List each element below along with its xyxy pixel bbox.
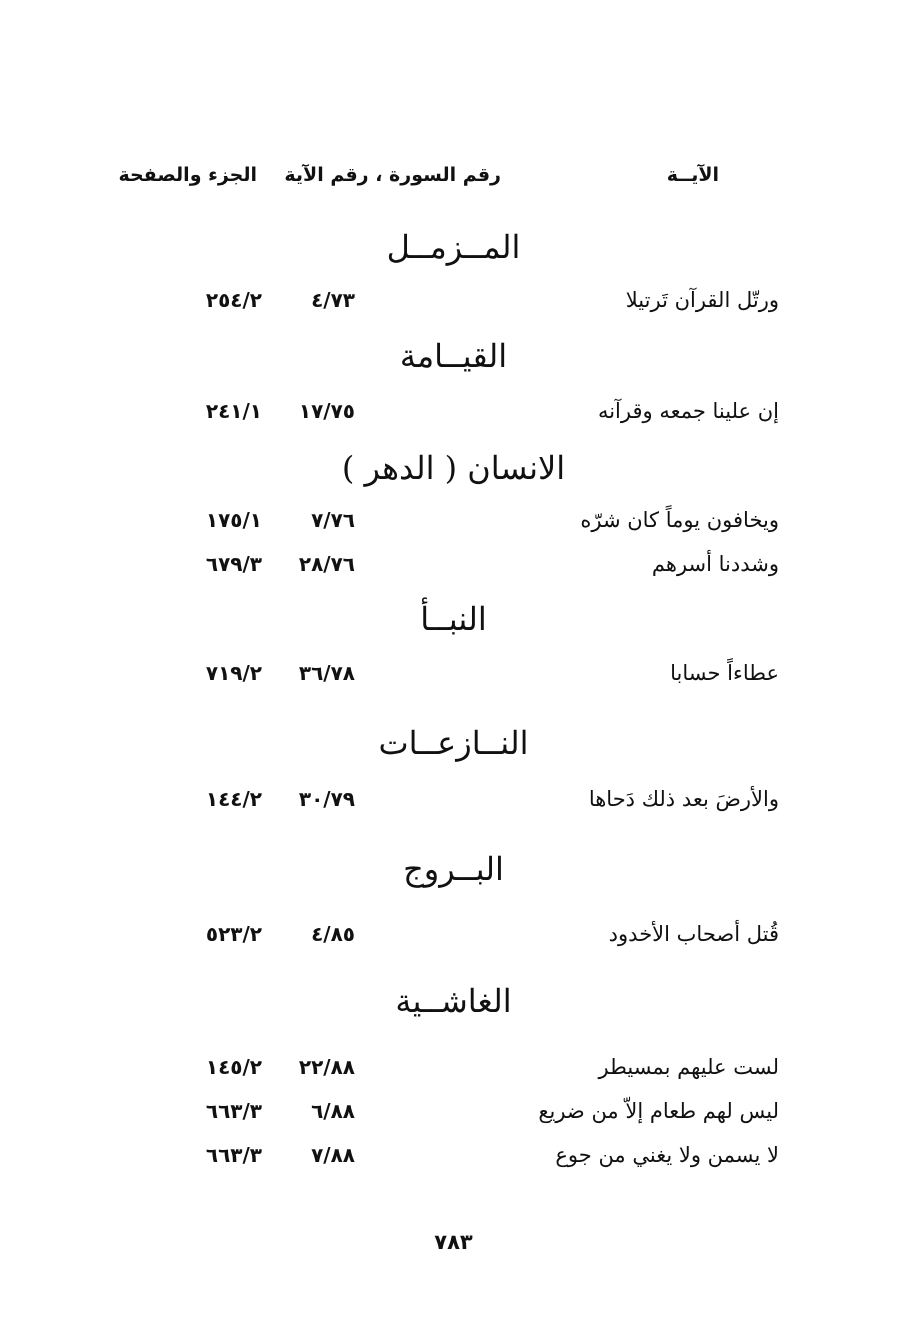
surah-ayah-ref: ٣٠/٧٩: [298, 787, 355, 811]
juz-page-ref: ٢٤١/١: [205, 399, 262, 423]
section-title-qiyamah: القيــامة: [399, 337, 508, 375]
page-number: ٧٨٣: [434, 1230, 473, 1254]
surah-ayah-ref: ٢٨/٧٦: [298, 552, 355, 576]
index-entry: [0, 1055, 907, 1091]
index-entry: [0, 552, 907, 588]
ayah-text: لست عليهم بمسيطر: [598, 1055, 779, 1079]
index-entry: [0, 922, 907, 958]
surah-ayah-ref: ٧/٧٦: [311, 508, 355, 532]
ayah-text: عطاءاً حسابا: [670, 661, 779, 685]
juz-page-ref: ٥٢٣/٢: [205, 922, 262, 946]
surah-ayah-ref: ٢٢/٨٨: [298, 1055, 355, 1079]
index-entry: [0, 661, 907, 697]
ayah-text: ورتّل القرآن تَرتيلا: [625, 288, 779, 312]
surah-ayah-ref: ٤/٧٣: [311, 288, 355, 312]
column-header-surah-ayah: رقم السورة ، رقم الآية: [284, 164, 501, 186]
index-entry: [0, 1143, 907, 1179]
ayah-text: ليس لهم طعام إلاّ من ضريع: [538, 1099, 779, 1123]
index-entry: [0, 399, 907, 435]
section-title-ghashiyah: الغاشــية: [395, 982, 512, 1020]
juz-page-ref: ١٧٥/١: [205, 508, 262, 532]
ayah-text: وشددنا أسرهم: [651, 552, 779, 576]
index-entry: [0, 508, 907, 544]
section-title-insan: الانسان ( الدهر ): [341, 449, 566, 487]
ayah-text: والأرضَ بعد ذلك دَحاها: [588, 787, 779, 811]
section-title-naziat: النــازعــات: [378, 724, 529, 762]
juz-page-ref: ١٤٥/٢: [205, 1055, 262, 1079]
column-header-juz-page: الجزء والصفحة: [118, 164, 257, 186]
ayah-text: قُتل أصحاب الأخدود: [608, 922, 779, 946]
surah-ayah-ref: ١٧/٧٥: [298, 399, 355, 423]
section-title-naba: النبــأ: [420, 600, 487, 638]
juz-page-ref: ٦٦٣/٣: [205, 1143, 262, 1167]
juz-page-ref: ٢٥٤/٢: [205, 288, 262, 312]
juz-page-ref: ٧١٩/٢: [205, 661, 262, 685]
ayah-text: ويخافون يوماً كان شرّه: [580, 508, 779, 532]
juz-page-ref: ٦٧٩/٣: [205, 552, 262, 576]
ayah-text: لا يسمن ولا يغني من جوع: [555, 1143, 779, 1167]
juz-page-ref: ٦٦٣/٣: [205, 1099, 262, 1123]
surah-ayah-ref: ٤/٨٥: [311, 922, 355, 946]
section-title-muzzammil: المــزمــل: [386, 228, 521, 266]
column-header-ayah: الآيــة: [666, 164, 719, 186]
section-title-buruj: البــروج: [403, 850, 504, 888]
surah-ayah-ref: ٧/٨٨: [311, 1143, 355, 1167]
ayah-text: إن علينا جمعه وقرآنه: [597, 399, 779, 423]
surah-ayah-ref: ٦/٨٨: [311, 1099, 355, 1123]
index-entry: [0, 787, 907, 823]
index-entry: [0, 1099, 907, 1135]
juz-page-ref: ١٤٤/٢: [205, 787, 262, 811]
surah-ayah-ref: ٣٦/٧٨: [298, 661, 355, 685]
index-entry: [0, 288, 907, 324]
